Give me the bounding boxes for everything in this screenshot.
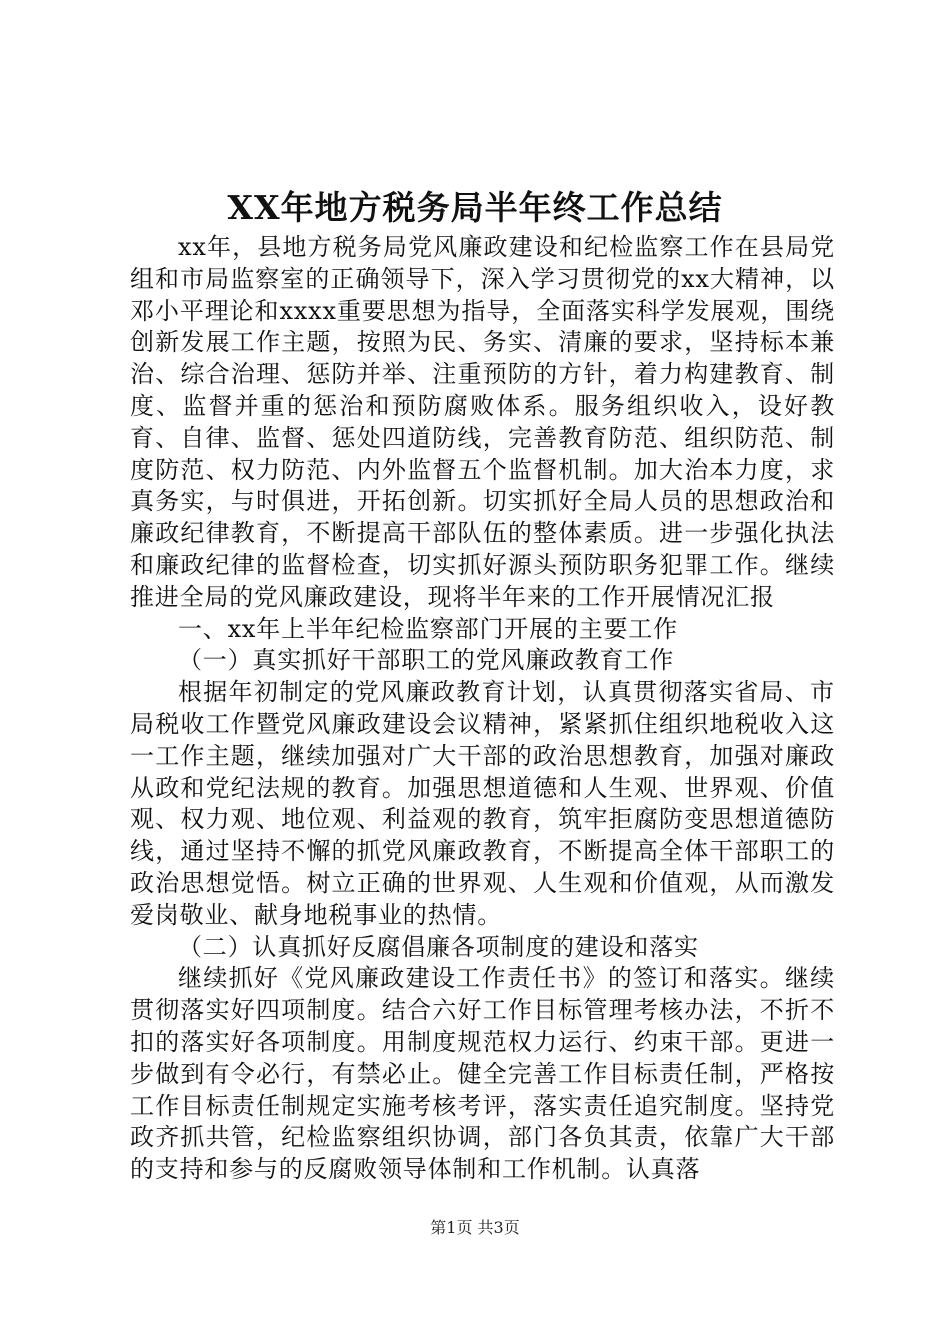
- subsection-heading-2: （二）认真抓好反腐倡廉各项制度的建设和落实: [178, 932, 699, 961]
- paragraph-system: 继续抓好《党风廉政建设工作责任书》的签订和落实。继续贯彻落实好四项制度。结合六好工作目标管理考核办法，不折不扣的落实好各项制度。用制度规范权力运行、约束干部。更进一步做到有令必行，有禁必止。健全完善工作目标责任制，严格按工作目标责任制规定实施考核考评，落实责任追究制度。坚持党政齐抓共管，纪检监察组织协调，部门各负其责，依靠广大干部的支持和参与的反腐败领导体制和工作机制。认真落: [130, 964, 835, 1184]
- paragraph-intro: xx年，县地方税务局党风廉政建设和纪检监察工作在县局党组和市局监察室的正确领导下，深入学习贯彻党的xx大精神，以邓小平理论和xxxx重要思想为指导，全面落实科学发展观，围绕创新发展工作主题，按照为民、务实、清廉的要求，坚持标本兼治、综合治理、惩防并举、注重预防的方针，着力构建教育、制度、监督并重的惩治和预防腐败体系。服务组织收入，设好教育、自律、监督、惩处四道防线，完善教育防范、组织防范、制度防范、权力防范、内外监督五个监督机制。加大治本力度，求真务实，与时俱进，开拓创新。切实抓好全局人员的思想政治和廉政纪律教育，不断提高干部队伍的整体素质。进一步强化执法和廉政纪律的监督检查，切实抓好源头预防职务犯罪工作。继续推进全局的党风廉政建设，现将半年来的工作开展情况汇报: [130, 233, 835, 611]
- paragraph-education: 根据年初制定的党风廉政教育计划，认真贯彻落实省局、市局税收工作暨党风廉政建设会议精神，紧紧抓住组织地税收入这一工作主题，继续加强对广大干部的政治思想教育，加强对廉政从政和党纪法规的教育。加强思想道德和人生观、世界观、价值观、权力观、地位观、利益观的教育，筑牢拒腐防变思想道德防线，通过坚持不懈的抓党风廉政教育，不断提高全体干部职工的政治思想觉悟。树立正确的世界观、人生观和价值观，从而激发爱岗敬业、献身地税事业的热情。: [130, 678, 835, 929]
- page-footer: 第1页 共3页: [430, 1218, 520, 1237]
- section-heading-1: 一、xx年上半年纪检监察部门开展的主要工作: [178, 614, 678, 643]
- subsection-heading-1: （一）真实抓好干部职工的党风廉政教育工作: [178, 646, 674, 675]
- document-body: [130, 232, 835, 1186]
- document-title: XX年地方税务局半年终工作总结: [227, 188, 723, 227]
